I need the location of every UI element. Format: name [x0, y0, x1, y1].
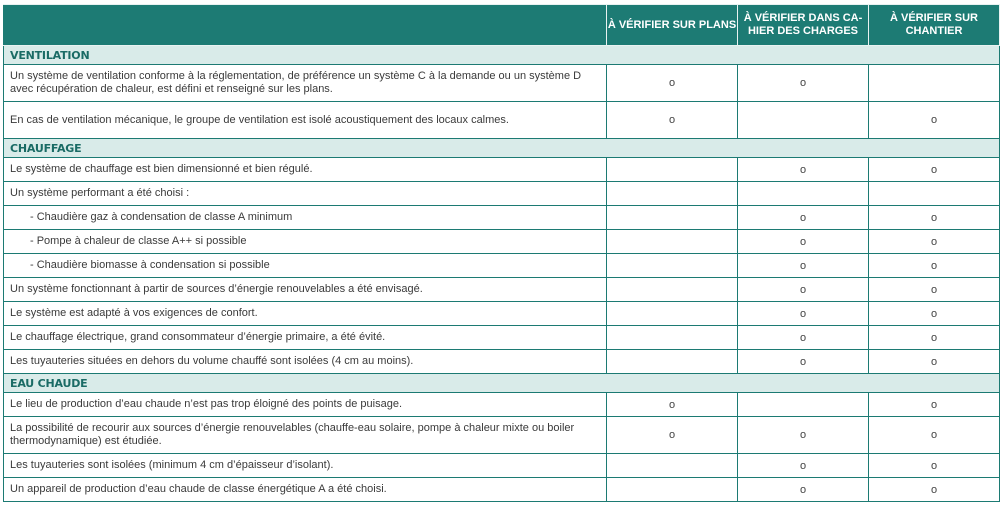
- check-cell-chantier: [869, 182, 1000, 206]
- check-cell-plans: o: [607, 393, 738, 417]
- criterion-text: Un système fonctionnant à partir de sources d’énergie renouvelables a été envisagé.: [4, 278, 607, 302]
- checklist-row: [4, 65, 1000, 102]
- criterion-text: Un appareil de production d’eau chaude de classe énergétique A a été choisi.: [4, 478, 607, 502]
- check-cell-plans: o: [607, 102, 738, 139]
- check-cell-plans: [607, 350, 738, 374]
- checklist-row: [4, 393, 1000, 417]
- column-header-cahier: À VÉRIFIER DANS CA-HIER DES CHARGES: [738, 5, 869, 46]
- check-cell-cahier: [738, 393, 869, 417]
- checklist-row: [4, 326, 1000, 350]
- check-cell-plans: [607, 326, 738, 350]
- section-title: CHAUFFAGE: [4, 139, 1000, 158]
- check-cell-chantier: o: [869, 206, 1000, 230]
- check-cell-plans: [607, 478, 738, 502]
- checklist-row: [4, 230, 1000, 254]
- check-cell-cahier: o: [738, 206, 869, 230]
- check-cell-chantier: [869, 65, 1000, 102]
- checklist-row: [4, 454, 1000, 478]
- check-cell-cahier: o: [738, 230, 869, 254]
- check-cell-chantier: o: [869, 302, 1000, 326]
- criterion-text: La possibilité de recourir aux sources d’énergie renouvelables (chauffe-eau solaire, pompe à chaleur mixte ou boiler thermodynamique) est étudiée.: [4, 417, 607, 454]
- criterion-text: En cas de ventilation mécanique, le groupe de ventilation est isolé acoustiquement des locaux calmes.: [4, 102, 607, 139]
- check-cell-cahier: o: [738, 454, 869, 478]
- check-cell-chantier: o: [869, 158, 1000, 182]
- check-cell-chantier: o: [869, 478, 1000, 502]
- check-cell-chantier: o: [869, 350, 1000, 374]
- checklist-row: [4, 206, 1000, 230]
- checklist-row: [4, 254, 1000, 278]
- check-cell-chantier: o: [869, 254, 1000, 278]
- criterion-text: Le lieu de production d’eau chaude n’est pas trop éloigné des points de puisage.: [4, 393, 607, 417]
- check-cell-cahier: o: [738, 350, 869, 374]
- section-row: [4, 139, 1000, 158]
- check-cell-chantier: o: [869, 326, 1000, 350]
- check-cell-plans: o: [607, 65, 738, 102]
- check-cell-cahier: [738, 182, 869, 206]
- check-cell-plans: o: [607, 417, 738, 454]
- header-blank-cell: [4, 5, 607, 46]
- criterion-text: Le chauffage électrique, grand consommateur d’énergie primaire, a été évité.: [4, 326, 607, 350]
- criterion-text: Le système de chauffage est bien dimensionné et bien régulé.: [4, 158, 607, 182]
- check-cell-cahier: o: [738, 65, 869, 102]
- check-cell-cahier: o: [738, 417, 869, 454]
- check-cell-plans: [607, 278, 738, 302]
- criterion-text: Les tuyauteries situées en dehors du volume chauffé sont isolées (4 cm au moins).: [4, 350, 607, 374]
- check-cell-chantier: o: [869, 102, 1000, 139]
- check-cell-cahier: o: [738, 254, 869, 278]
- check-cell-plans: [607, 254, 738, 278]
- section-title: VENTILATION: [4, 46, 1000, 65]
- checklist-row: [4, 302, 1000, 326]
- criterion-text: - Chaudière biomasse à condensation si possible: [4, 254, 607, 278]
- criterion-text: Le système est adapté à vos exigences de confort.: [4, 302, 607, 326]
- check-cell-cahier: o: [738, 278, 869, 302]
- column-header-chantier: À VÉRIFIER SUR CHANTIER: [869, 5, 1000, 46]
- checklist-row: [4, 102, 1000, 139]
- criterion-text: Les tuyauteries sont isolées (minimum 4 cm d’épaisseur d’isolant).: [4, 454, 607, 478]
- checklist-row: [4, 158, 1000, 182]
- column-header-plans: À VÉRIFIER SUR PLANS: [607, 5, 738, 46]
- section-row: [4, 46, 1000, 65]
- table-header: [4, 5, 1000, 46]
- check-cell-plans: [607, 230, 738, 254]
- check-cell-plans: [607, 206, 738, 230]
- check-cell-chantier: o: [869, 393, 1000, 417]
- section-row: [4, 374, 1000, 393]
- check-cell-plans: [607, 182, 738, 206]
- criterion-text: - Pompe à chaleur de classe A++ si possible: [4, 230, 607, 254]
- section-title: EAU CHAUDE: [4, 374, 1000, 393]
- criterion-text: - Chaudière gaz à condensation de classe A minimum: [4, 206, 607, 230]
- check-cell-cahier: [738, 102, 869, 139]
- check-cell-plans: [607, 454, 738, 478]
- check-cell-chantier: o: [869, 417, 1000, 454]
- check-cell-cahier: o: [738, 158, 869, 182]
- check-cell-chantier: o: [869, 454, 1000, 478]
- checklist-row: [4, 478, 1000, 502]
- check-cell-plans: [607, 302, 738, 326]
- checklist-row: [4, 350, 1000, 374]
- criterion-text: Un système performant a été choisi :: [4, 182, 607, 206]
- check-cell-plans: [607, 158, 738, 182]
- check-cell-cahier: o: [738, 302, 869, 326]
- check-cell-chantier: o: [869, 278, 1000, 302]
- checklist-row: [4, 182, 1000, 206]
- checklist-row: [4, 417, 1000, 454]
- check-cell-cahier: o: [738, 478, 869, 502]
- criterion-text: Un système de ventilation conforme à la réglementation, de préférence un système C à la demande ou un système D avec récupération de chaleur, est défini et renseigné sur les plans.: [4, 65, 607, 102]
- table-body: [4, 46, 1000, 502]
- checklist-row: [4, 278, 1000, 302]
- check-cell-chantier: o: [869, 230, 1000, 254]
- checklist-table: [3, 4, 1000, 502]
- check-cell-cahier: o: [738, 326, 869, 350]
